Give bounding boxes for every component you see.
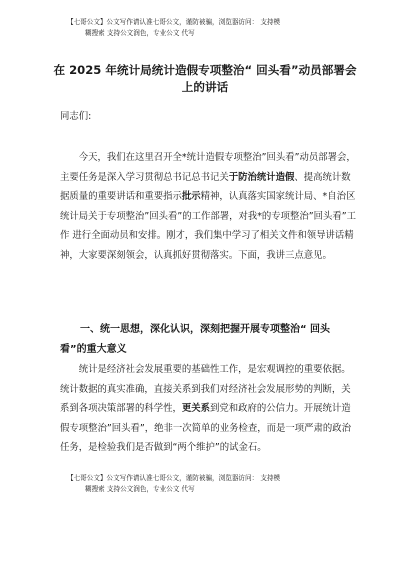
footer-note-line1: 【七哥公文】公文写作请认准七哥公文，谨防被骗，浏览器访问： 支持模 (67, 474, 281, 482)
document-title: 在 2025 年统计局统计造假专项整治“ 回头看”动员部署会上的讲话 (53, 63, 357, 94)
section-heading-1: 一、统一思想，深化认识，深刻把握开展专项整治“ 回头看”的重大意义 (60, 324, 331, 355)
paragraph-2-text-b: 到党和政府的公信力。开展统计造假专项整治”回头看”，绝非一次简单的业务检查，而是一项严肃的政治任务，是检验我们是否做到“两个维护”的试金石。 (60, 403, 351, 454)
paragraph-1-text-a: 今天，我们在这里召开全*统计造假专项整治”回头看”动员部署会，主要任务是深入学习贯彻总书记总书记关 (60, 152, 356, 183)
footer-note (67, 473, 367, 494)
header-note-line1: 【七哥公文】公文写作请认准七哥公文，谨防被骗，浏览器访问： 支持模 (67, 18, 281, 26)
paragraph-2 (60, 360, 356, 458)
greeting: 同志们: (60, 111, 92, 122)
paragraph-2-bold-a: 更关系 (181, 403, 211, 415)
footer-note-line2: 糊搜索 支持公文润色，专业公文 代写 (85, 484, 195, 493)
header-note-line2: 糊搜索 支持公文润色，专业公文 代写 (85, 28, 195, 37)
paragraph-1-bold-b: 批示 (181, 191, 201, 203)
paragraph-1-text-b: 、提高统计数据质量的重要讲话和重要指示 (60, 171, 351, 203)
paragraph-1 (60, 148, 356, 266)
paragraph-1-bold-a: 于防治统计造假 (228, 171, 295, 183)
paragraph-1-text-c: 精神，认真落实国家统计局、*自治区统计局关于专项整治”回头看”的工作部署，对我*的专项整治”回头看”工作 进行全面动员和安排。刚才，我们集中学习了相关文件和领导讲话精神，大家要深刻领会，认真抓好贯彻落实。下面，我讲三点意见。 (60, 191, 356, 261)
header-note (67, 17, 367, 38)
paragraph-2-text-a: 统计是经济社会发展重要的基础性工作，是宏观调控的重要依据。统计数据的真实准确，直接关系到我们对经济社会发展形势的判断，关系到各项决策部署的科学性， (60, 364, 351, 415)
